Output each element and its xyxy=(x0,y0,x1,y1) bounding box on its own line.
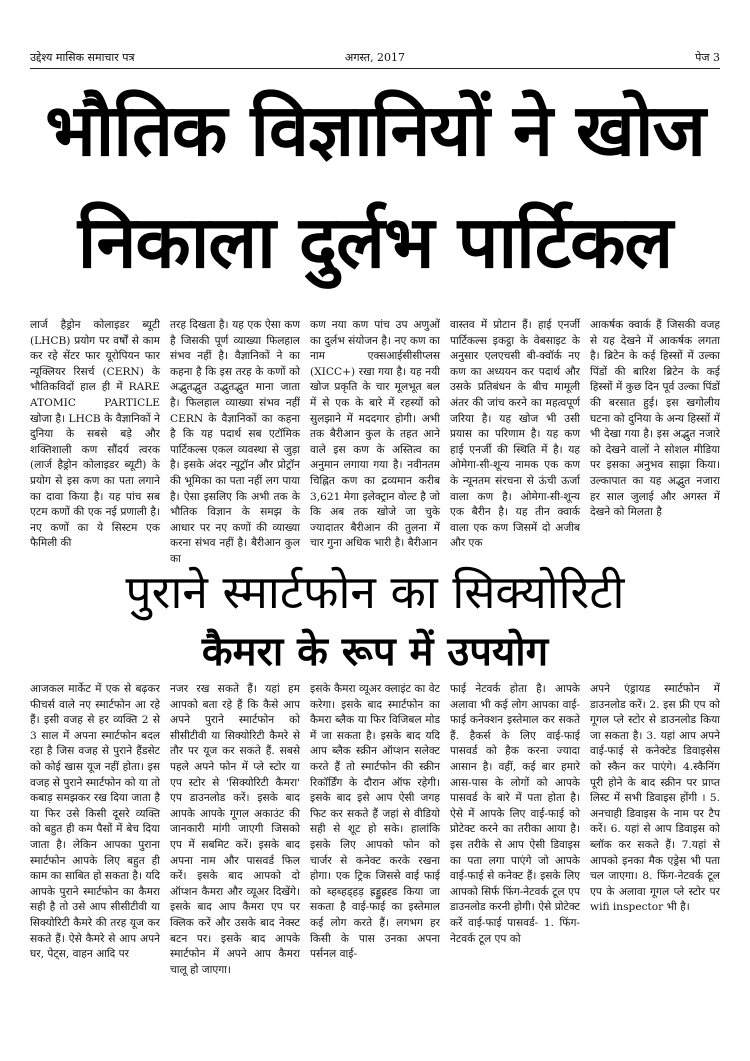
article2-column-3-text: इसके कैमरा व्यूअर क्लाइंट का वेट करेगा। इसके बाद स्मार्टफोन का कैमरा ब्लैक या फिर विजिबल मोड में जा सकता है। इसके बाद यदि आप ब्लैक स्क्रीन ऑप्शन सलेक्ट करते हैं तो स्मार्टफोन की स्क्रीन रिकॉर्डिंग के दौरान ऑफ रहेगी। इसके बाद इसे आप ऐसी जगह फिट कर सकते हैं जहां से वीडियो सही से शूट हो सके। हालांकि इसके लिए आपको फोन को चार्जर से कनेक्ट करके रखना होगा। एक ट्रिक जिससे वाई फाई को ब्हब्हड्हड़ ह्रड्डुह्रह्ड किया जा सकता है वाई-फाई का इस्तेमाल कई लोग करते हैं। लगभग हर किसी के पास उनका अपना पर्सनल वाई- xyxy=(310,683,440,961)
article2-column-1 xyxy=(30,682,160,1034)
page-number: पेज 3 xyxy=(695,51,720,64)
article1-column-5-text: आकर्षक क्वार्क हैं जिसकी वजह से यह देखने में आकर्षक लगता है। ब्रिटेन के कई हिस्सों में उल्का पिंडों की बारिश ब्रिटेन के कई हिस्सों में कुछ दिन पूर्व उल्का पिंडों की बरसात हुई। इस खगोलीय घटना को दुनिया के अन्य हिस्सों में भी देखा गया है। इस अद्भुत नजारे को देखने वालों ने सोशल मीडिया पर इसका अनुभव साझा किया। उल्कापात का यह अद्भुत नजारा हर साल जुलाई और अगस्त में देखने को मिलता है xyxy=(590,319,720,519)
article1-column-4-text: वास्तव में प्रोटान हैं। हाई एनर्जी पार्टिकल्स इकट्ठा के वेबसाइट के अनुसार एलएचसी बी-क्वॉर्क नए कण का अध्ययन कर पदार्थ और उसके प्रतिबंधन के बीच मामूली अंतर की जांच करने का महत्वपूर्ण जरिया है। यह खोज भी उसी प्रयास का परिणाम है। यह कण हाई एनर्जी की स्थिति में है। यह ओमेगा-सी-शून्य नामक एक कण के न्यूनतम संरचना से ऊंची ऊर्जा वाला कण है। ओमेगा-सी-शून्य एक बैरीन है। यह तीन क्वार्क वाला एक कण जिसमें दो अजीब और एक xyxy=(450,319,580,550)
issue-date: अगस्त, 2017 xyxy=(344,51,406,64)
article1-column-1 xyxy=(30,318,160,556)
article2-body xyxy=(30,682,720,1034)
article2-column-5-text: अपने एंड्रायड स्मार्टफोन में डाउनलोड करें। 2. इस फ्री एप को गूगल प्ले स्टोर से डाउनलोड किया जा सकता है। 3. यहां आप अपने वाई-फाई से कनेक्टेड डिवाइसेस को स्कैन कर पाएंगे। 4.स्कैनिंग पूरी होने के बाद स्क्रीन पर प्राप्त लिस्ट में सभी डिवाइस होंगी । 5. अनचाही डिवाइस के नाम पर टैप करें। 6. यहां से आप डिवाइस को ब्लॉक कर सकते हैं। 7.यहां से आपको इनका मैक एड्रेस भी पता चल जाएगा। 8. फिंग-नेटवर्क टूल एप के अलावा गूगल प्ले स्टोर पर wifi inspector भी है। xyxy=(590,683,720,914)
article1-headline-line2: निकाला दुर्लभ पार्टिकल xyxy=(77,200,673,284)
article1-column-1-text: लार्ज हैड्रोन कोलाइडर ब्यूटी (LHCB) प्रयोग पर वर्षों से काम कर रहे सेंटर फार यूरोपियन फार न्यूक्लियर रिसर्च (CERN) के भौतिकविदों हाल ही में RARE ATOMIC PARTICLE खोजा है। LHCB के वैज्ञानिकों ने दुनिया के सबसे बड़े और शक्तिशाली कण सौंदर्य त्वरक (लार्ज हैड्रोन कोलाइडर ब्यूटी) के प्रयोग से इस कण का पता लगाने का दावा किया है। यह पांच सब एटम कणों की एक नई प्रणाली है। नए कणों का ये सिस्टम एक फैमिली की xyxy=(30,319,160,550)
article2-headline-line1: पुराने स्मार्टफोन का सिक्योरिटी xyxy=(125,565,625,619)
article1-column-3-text: कण नया कण पांच उप अणुओं का दुर्लभ संयोजन है। नए कण का नाम एक्सआईसीसीप्लस (XICC+) रखा गया है। यह नयी खोज प्रकृति के चार मूलभूत बल में से एक के बारे में रहस्यों को सुलझाने में मददगार होगी। अभी तक बैरीआन कुल के तहत आने वाले इस कण के अस्तित्व का अनुमान लगाया गया है। नवीनतम चिह्नित कण का द्रव्यमान करीब 3,621 मेगा इलेक्ट्रान वोल्ट है जो कि अब तक खोजे जा चुके ज्यादातर बैरीआन की तुलना में चार गुना अधिक भारी है। बैरीआन xyxy=(310,319,440,550)
article2-column-4 xyxy=(450,682,580,1034)
article2-column-3 xyxy=(310,682,440,1034)
article1-column-2-text: तरह दिखता है। यह एक ऐसा कण है जिसकी पूर्ण व्याख्या फिलहाल संभव नहीं है। वैज्ञानिकों ने का कहना है कि इस तरह के कणों को अद्भुतद्भुत उद्भुतद्भुत माना जाता है। फिलहाल व्याख्या संभव नहीं CERN के वैज्ञानिकों का कहना है कि यह पदार्थ सब एटॉमिक पार्टिकल्स एकल व्यवस्था से जुड़ा है। इसके अंदर न्यूट्रॉन और प्रोट्रॉन की भूमिका का पता नहीं लग पाया है। ऐसा इसलिए कि अभी तक के भौतिक विज्ञान के समझ के आधार पर नए कणों की व्याख्या करना संभव नहीं है। बैरीआन कुल का xyxy=(170,319,300,565)
article2-headline-line2: कैमरा के रूप में उपयोग xyxy=(201,629,549,675)
article1-body xyxy=(30,318,720,565)
page-header xyxy=(30,50,720,69)
article1-headline-line1: भौतिक विज्ञानियों ने खोज xyxy=(45,88,705,172)
article2-column-5 xyxy=(590,682,720,1034)
article1-column-5 xyxy=(590,318,720,556)
article2-column-2-text: नजर रख सकते हैं। यहां हम आपको बता रहे हैं कि कैसे आप अपने पुराने स्मार्टफोन को सीसीटीवी या सिक्योरिटी कैमरे से तौर पर यूज कर सकते हैं. सबसे पहले अपने फोन में प्ले स्टोर या एप स्टोर से 'सिक्योरिटी कैमरा' एप डाउनलोड करें। इसके बाद आपके आपके गूगल अकाउंट की जानकारी मांगी जाएगी जिसको एप में सबमिट करें। इसके बाद अपना नाम और पासवर्ड फिल करें। इसके बाद आपको दो ऑप्शन कैमरा और व्यूअर दिखेंगे। इसके बाद आप कैमरा एप पर क्लिक करें और उसके बाद नेक्स्ट बटन पर। इसके बाद आपके स्मार्टफोन में अपने आप कैमरा चालू हो जाएगा। xyxy=(170,683,300,976)
publication-name: उद्देश्य मासिक समाचार पत्र xyxy=(30,51,135,64)
article1-column-4 xyxy=(450,318,580,556)
article2-column-1-text: आजकल मार्केट में एक से बढ़कर फीचर्स वाले नए स्मार्टफोन आ रहे हैं। इसी वजह से हर व्यक्ति 2 से 3 साल में अपना स्मार्टफोन बदल रहा है जिस वजह से पुराने हैंडसेट को कोई खास यूज नहीं होता। इस वजह से पुराने स्मार्टफोन को या तो कबाड़ समझकर रख दिया जाता है या फिर उसे किसी दूसरे व्यक्ति को बहुत ही कम पैसों में बेच दिया जाता है। लेकिन आपका पुराना स्मार्टफोन आपके लिए बहुत ही काम का साबित हो सकता है। यदि आपके पुराने स्मार्टफोन का कैमरा सही है तो उसे आप सीसीटीवी या सिक्योरिटी कैमरे की तरह यूज कर सकते हैं। ऐसे कैमरे से आप अपने घर, पेट्स, वाहन आदि पर xyxy=(30,683,160,961)
article2-column-2 xyxy=(170,682,300,1034)
article2-column-4-text: फाई नेटवर्क होता है। आपके अलावा भी कई लोग आपका वाई-फाई कनेक्शन इस्तेमाल कर सकते हैं. हैकर्स के लिए वाई-फाई पासवर्ड को हैक करना ज्यादा आसान है। वहीं, कई बार हमारे आस-पास के लोगों को आपके पासवर्ड के बारे में पता होता है। ऐसे में आपके लिए वाई-फाई को प्रोटेक्ट करने का तरीका आया है। इस तरीके से आप ऐसी डिवाइस का पता लगा पाएंगे जो आपके वाई-फाई से कनेक्ट हैं। इसके लिए आपको सिर्फ फिंग-नेटवर्क टूल एप डाउनलोड करनी होगी। ऐसे प्रोटेक्ट करें वाई-फाई पासवर्ड- 1. फिंग-नेटवर्क टूल एप को xyxy=(450,683,580,945)
article1-column-2 xyxy=(170,318,300,565)
article1-column-3 xyxy=(310,318,440,556)
